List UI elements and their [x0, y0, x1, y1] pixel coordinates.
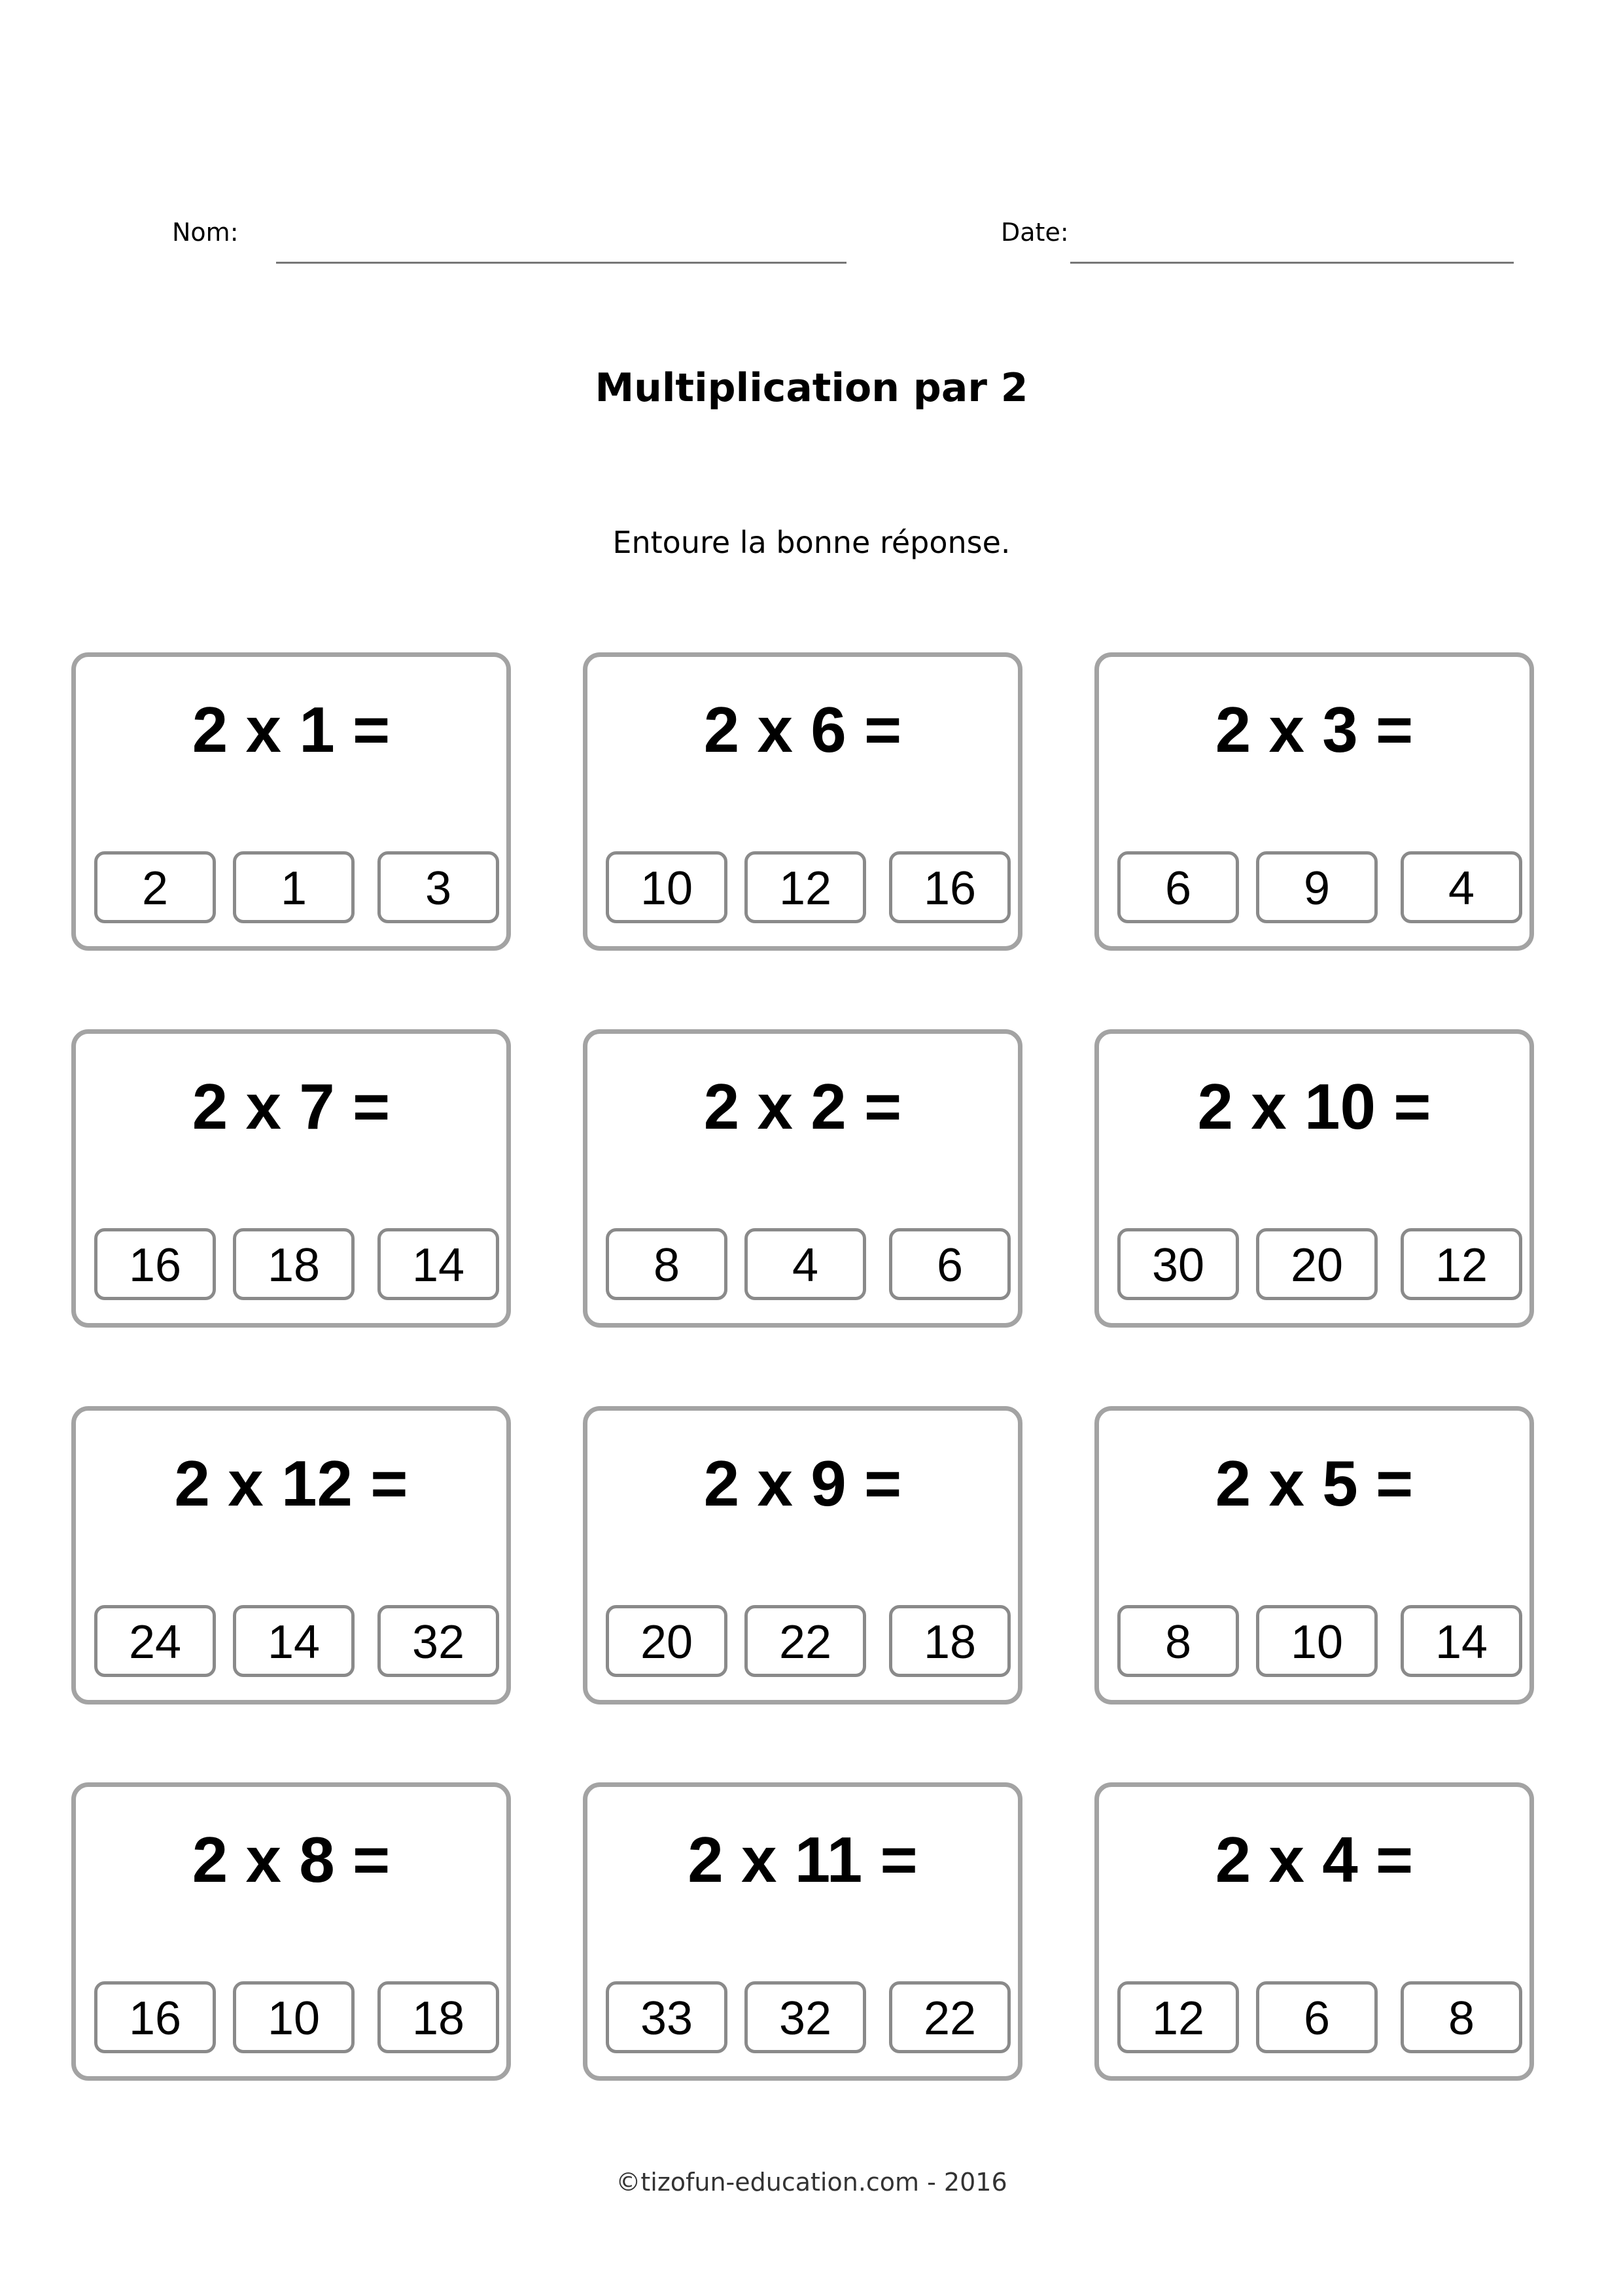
answer-option[interactable]: 32: [744, 1981, 866, 2053]
answer-option[interactable]: 18: [377, 1981, 499, 2053]
answer-option[interactable]: 14: [233, 1605, 355, 1677]
answer-option[interactable]: 30: [1117, 1228, 1239, 1300]
equation: 2 x 6 =: [703, 694, 902, 766]
answer-option[interactable]: 32: [377, 1605, 499, 1677]
name-label: Nom:: [172, 218, 239, 247]
answer-option[interactable]: 24: [94, 1605, 216, 1677]
answer-option[interactable]: 16: [94, 1981, 216, 2053]
answer-option[interactable]: 4: [744, 1228, 866, 1300]
copyright-footer: ©tizofun-education.com - 2016: [616, 2168, 1007, 2197]
answer-option[interactable]: 12: [1401, 1228, 1522, 1300]
answer-option[interactable]: 3: [377, 851, 499, 923]
answer-option[interactable]: 8: [606, 1228, 727, 1300]
answer-option[interactable]: 18: [889, 1605, 1011, 1677]
exercise-card: [1094, 1029, 1534, 1328]
exercise-card: [583, 1406, 1022, 1704]
equation: 2 x 12 =: [174, 1447, 408, 1519]
answer-option[interactable]: 22: [889, 1981, 1011, 2053]
equation: 2 x 4 =: [1215, 1824, 1414, 1896]
answer-option[interactable]: 16: [94, 1228, 216, 1300]
name-field[interactable]: [276, 262, 846, 264]
equation: 2 x 5 =: [1215, 1447, 1414, 1519]
answer-option[interactable]: 1: [233, 851, 355, 923]
exercise-card: [583, 652, 1022, 951]
instruction-text: Entoure la bonne réponse.: [612, 525, 1011, 560]
answer-option[interactable]: 33: [606, 1981, 727, 2053]
answer-option[interactable]: 16: [889, 851, 1011, 923]
answer-option[interactable]: 8: [1117, 1605, 1239, 1677]
answer-option[interactable]: 6: [889, 1228, 1011, 1300]
exercise-card: [71, 1782, 511, 2081]
answer-option[interactable]: 2: [94, 851, 216, 923]
answer-option[interactable]: 18: [233, 1228, 355, 1300]
answer-option[interactable]: 6: [1117, 851, 1239, 923]
equation: 2 x 9 =: [703, 1447, 902, 1519]
answer-option[interactable]: 22: [744, 1605, 866, 1677]
equation: 2 x 10 =: [1197, 1070, 1431, 1142]
answer-option[interactable]: 14: [377, 1228, 499, 1300]
equation: 2 x 11 =: [688, 1824, 918, 1896]
page-title: Multiplication par 2: [595, 365, 1028, 411]
exercise-card: [1094, 1782, 1534, 2081]
answer-option[interactable]: 8: [1401, 1981, 1522, 2053]
exercise-card: [583, 1029, 1022, 1328]
answer-option[interactable]: 20: [1256, 1228, 1378, 1300]
equation: 2 x 7 =: [192, 1070, 391, 1142]
exercise-card: [71, 652, 511, 951]
exercise-card: [583, 1782, 1022, 2081]
exercise-card: [1094, 1406, 1534, 1704]
equation: 2 x 2 =: [703, 1070, 902, 1142]
equation: 2 x 8 =: [192, 1824, 391, 1896]
exercise-card: [71, 1029, 511, 1328]
answer-option[interactable]: 4: [1401, 851, 1522, 923]
equation: 2 x 1 =: [192, 694, 391, 766]
answer-option[interactable]: 10: [233, 1981, 355, 2053]
answer-option[interactable]: 12: [744, 851, 866, 923]
date-field[interactable]: [1070, 262, 1514, 264]
date-label: Date:: [1001, 218, 1069, 247]
answer-option[interactable]: 9: [1256, 851, 1378, 923]
answer-option[interactable]: 10: [1256, 1605, 1378, 1677]
answer-option[interactable]: 6: [1256, 1981, 1378, 2053]
answer-option[interactable]: 10: [606, 851, 727, 923]
exercise-card: [71, 1406, 511, 1704]
answer-option[interactable]: 20: [606, 1605, 727, 1677]
answer-option[interactable]: 14: [1401, 1605, 1522, 1677]
equation: 2 x 3 =: [1215, 694, 1414, 766]
answer-option[interactable]: 12: [1117, 1981, 1239, 2053]
exercise-card: [1094, 652, 1534, 951]
